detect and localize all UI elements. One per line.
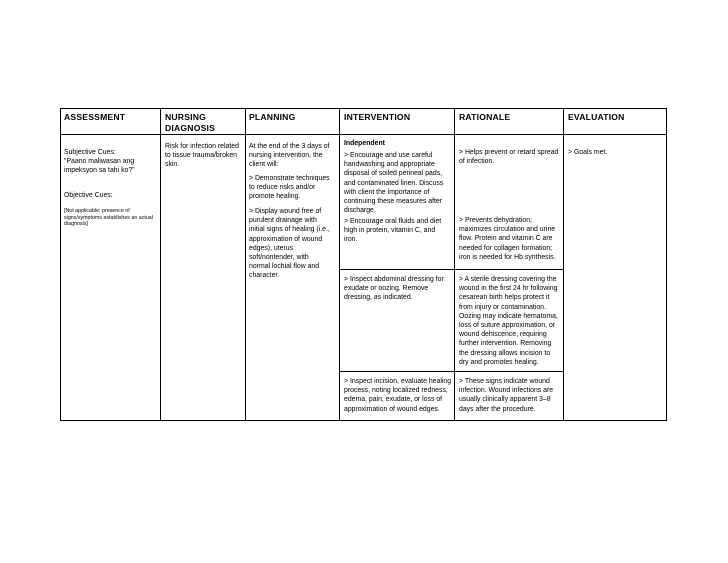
header-planning: PLANNING (249, 112, 296, 122)
column-divider (339, 108, 340, 421)
nursing-diagnosis-text: Risk for infection related to tissue trauma/broken skin. (165, 143, 239, 169)
header-assessment: ASSESSMENT (64, 112, 126, 122)
intervention-item-2: > Encourage oral fluids and diet high in protein, vitamin C, and iron. (344, 218, 442, 244)
intervention-item-4: > Inspect incision, evaluate healing process, noting localized redness, edema, pain, exudate, or loss of approximation of wound edges. (344, 378, 452, 413)
rationale-item-1: > Helps prevent or retard spread of infection. (459, 149, 559, 166)
subjective-cues-text: "Paano maliwasan ang impeksyon sa tahi ko?" (64, 158, 135, 175)
objective-cues-label: Objective Cues: (64, 192, 113, 199)
planning-goal-intro: At the end of the 3 days of nursing intervention, the client will: (249, 143, 330, 169)
rationale-item-2: > Prevents dehydration; maximizes circulation and urine flow. Protein and vitamin C are needed for collagen formation; iron is needed for Hb synthesis. (459, 217, 556, 261)
column-divider (160, 108, 161, 421)
column-divider (563, 108, 564, 421)
rationale-item-4: > These signs indicate wound infection. Wound infections are usually clinically apparent 3–8 days after the procedure. (459, 378, 554, 413)
header-divider (60, 134, 667, 135)
row-divider (339, 269, 563, 270)
column-divider (454, 108, 455, 421)
row-divider (339, 371, 563, 372)
column-divider (245, 108, 246, 421)
objective-cues-note: [Not applicable; presence of signs/symptoms establishes an actual diagnosis] (64, 208, 153, 228)
evaluation-text: > Goals met. (568, 149, 608, 156)
header-evaluation: EVALUATION (568, 112, 625, 122)
subjective-cues-label: Subjective Cues: (64, 149, 116, 156)
planning-goal-1: > Demonstrate techniques to reduce risks and/or promote healing. (249, 175, 330, 201)
header-intervention: INTERVENTION (344, 112, 411, 122)
rationale-item-3: > A sterile dressing covering the wound in the first 24 hr following cesarean birth helps protect it from injury or contamination. Oozing may indicate hematoma, loss of suture approximation, or wound dehiscence, requiring further intervention. Removing the dressing allows incision to dry and promotes healing. (459, 276, 558, 366)
header-nursing-diagnosis: NURSING DIAGNOSIS (165, 112, 216, 133)
intervention-item-3: > Inspect abdominal dressing for exudate or oozing. Remove dressing, as indicated. (344, 276, 444, 302)
planning-goal-2: > Display wound free of purulent drainage with initial signs of healing (i.e., approximation of wound edges), uterus soft/nontender, with normal lochial flow and character. (249, 208, 330, 280)
intervention-item-1: > Encourage and use careful handwashing and appropriate disposal of soiled perineal pads, and contaminated linen. Discuss with client the importance of continuing these measures after discharge. (344, 152, 444, 215)
header-rationale: RATIONALE (459, 112, 511, 122)
intervention-heading: Independent (344, 140, 385, 147)
